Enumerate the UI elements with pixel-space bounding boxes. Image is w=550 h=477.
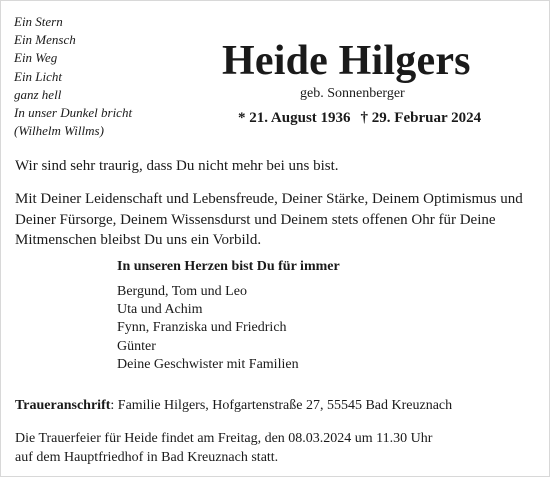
poem-line: Ein Licht: [14, 68, 63, 84]
mourner-line: Deine Geschwister mit Familien: [117, 356, 299, 372]
deceased-name: Heide Hilgers: [222, 38, 471, 84]
tribute-paragraph: Mit Deiner Leidenschaft und Lebensfreude, Deiner Stärke, Deinem Optimismus und Deiner Fürsorge, Deinem Wissensdurst und Deinem stets offenen Ohr für Deine Mitmenschen bleibst Du uns ein Vorbild.: [15, 191, 523, 248]
message-paragraph: Wir sind sehr traurig, dass Du nicht mehr bei uns bist.: [15, 158, 339, 174]
mourners-heading: In unseren Herzen bist Du für immer: [117, 259, 340, 274]
mourner-line: Bergund, Tom und Leo: [117, 284, 247, 299]
ceremony-info: [15, 430, 432, 467]
ceremony-line: auf dem Hauptfriedhof in Bad Kreuznach statt.: [15, 449, 279, 465]
birth-date: * 21. August 1936: [238, 110, 351, 126]
poem-line: Ein Mensch: [14, 32, 76, 48]
poem-author: (Wilhelm Willms): [14, 123, 104, 139]
ceremony-line: Die Trauerfeier für Heide findet am Freitag, den 08.03.2024 um 11.30 Uhr: [15, 431, 433, 446]
mourner-line: Uta und Achim: [117, 302, 203, 318]
mourner-line: Günter: [117, 338, 156, 354]
life-dates: [238, 110, 481, 127]
address-text: : Familie Hilgers, Hofgartenstraße 27, 55545 Bad Kreuznach: [110, 398, 453, 413]
poem-line: Ein Stern: [14, 14, 63, 29]
mourning-address: [15, 398, 452, 414]
mourners-list: [117, 283, 299, 374]
poem-line: ganz hell: [14, 86, 62, 102]
death-date: † 29. Februar 2024: [360, 110, 482, 126]
address-label: Traueranschrift: [15, 398, 111, 413]
poem-line: Ein Weg: [14, 50, 58, 66]
poem-line: In unser Dunkel bricht: [14, 105, 133, 121]
poem: [14, 13, 132, 140]
birth-name: geb. Sonnenberger: [300, 86, 405, 101]
mourner-line: Fynn, Franziska und Friedrich: [117, 320, 287, 336]
